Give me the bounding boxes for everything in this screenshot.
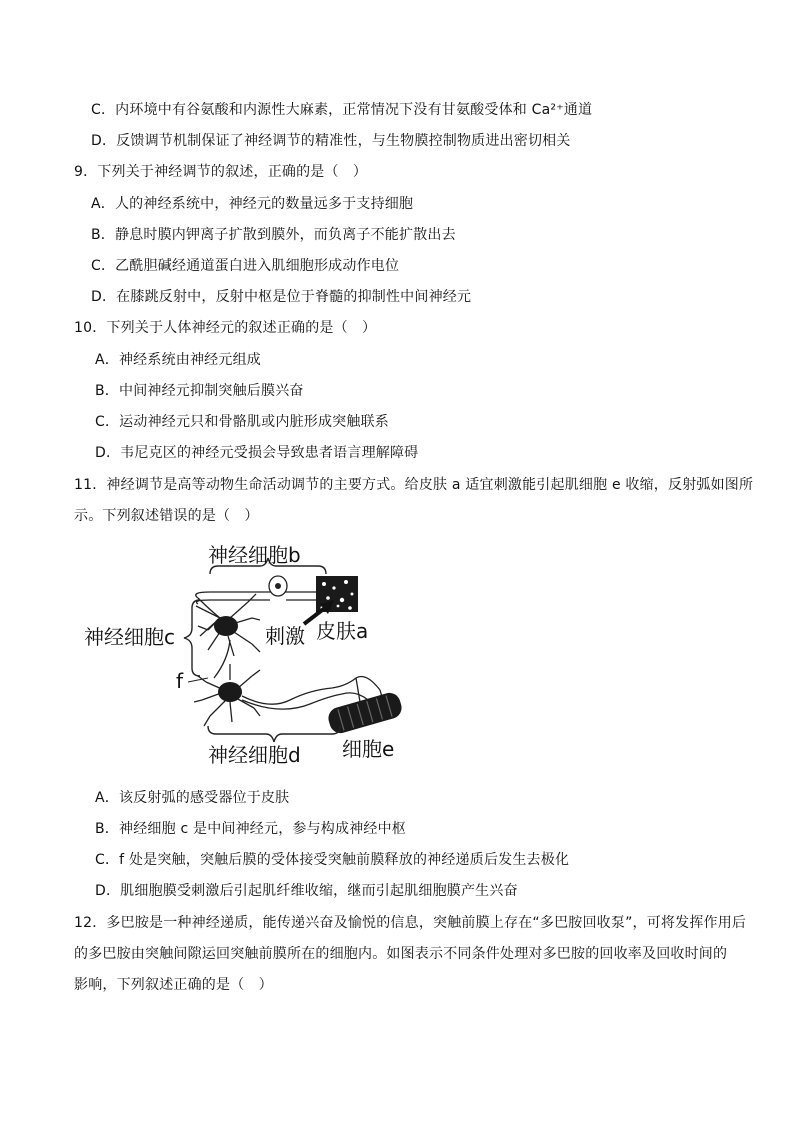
reflex-arc-figure: [80, 540, 420, 775]
q9-option-b: B．静息时膜内钾离子扩散到膜外，而负离子不能扩散出去: [91, 227, 456, 243]
label-stimulus: 刺激: [265, 624, 305, 648]
q11-stem-line2: 示。下列叙述错误的是（ ）: [74, 508, 259, 524]
q8-option-c: C．内环境中有谷氨酸和内源性大麻素，正常情况下没有甘氨酸受体和 Ca²⁺通道: [91, 102, 593, 118]
label-f: f: [176, 669, 184, 693]
brace-c: [184, 600, 200, 676]
label-cell-e: 细胞e: [342, 737, 395, 761]
q10-option-d: D．韦尼克区的神经元受损会导致患者语言理解障碍: [95, 445, 419, 461]
q9-option-c: C．乙酰胆碱经通道蛋白进入肌细胞形成动作电位: [91, 258, 400, 274]
q10-option-c: C．运动神经元只和骨骼肌或内脏形成突触联系: [95, 414, 389, 430]
q11-option-a: A．该反射弧的感受器位于皮肤: [95, 790, 290, 806]
q9-option-d: D．在膝跳反射中，反射中枢是位于脊髓的抑制性中间神经元: [91, 289, 472, 305]
q11-option-d: D．肌细胞膜受刺激后引起肌纤维收缩，继而引起肌细胞膜产生兴奋: [95, 883, 518, 899]
q10-stem: 10．下列关于人体神经元的叙述正确的是（ ）: [74, 320, 377, 336]
neuron-b-axon: [196, 592, 320, 598]
q10-option-b: B．中间神经元抑制突触后膜兴奋: [95, 383, 304, 399]
label-neuron-d: 神经细胞d: [208, 743, 301, 767]
brace-d: [208, 726, 340, 742]
q12-stem-line3: 影响，下列叙述正确的是（ ）: [74, 977, 273, 993]
label-skin-a: 皮肤a: [316, 619, 369, 643]
q8-option-d: D．反馈调节机制保证了神经调节的精准性，与生物膜控制物质进出密切相关: [91, 133, 571, 149]
q9-stem: 9．下列关于神经调节的叙述，正确的是（ ）: [74, 164, 368, 180]
q11-option-b: B．神经细胞 c 是中间神经元，参与构成神经中枢: [95, 821, 407, 837]
neuron-c: [196, 594, 260, 678]
q12-stem-line2: 的多巴胺由突触间隙运回突触前膜所在的细胞内。如图表示不同条件处理对多巴胺的回收率及回收时间的: [74, 946, 728, 962]
q11-stem-line1: 11．神经调节是高等动物生命活动调节的主要方式。给皮肤 a 适宜刺激能引起肌细胞 e 收缩，反射弧如图所: [74, 477, 754, 493]
q10-option-a: A．神经系统由神经元组成: [95, 352, 261, 368]
label-neuron-b: 神经细胞b: [208, 543, 301, 567]
label-neuron-c: 神经细胞c: [84, 625, 175, 649]
q12-stem-line1: 12．多巴胺是一种神经递质，能传递兴奋及愉悦的信息，突触前膜上存在“多巴胺回收泵”，可将发挥作用后: [74, 915, 747, 931]
q11-option-c: C．f 处是突触，突触后膜的受体接受突触前膜释放的神经递质后发生去极化: [95, 852, 570, 868]
q9-option-a: A．人的神经系统中，神经元的数量远多于支持细胞: [91, 196, 414, 212]
